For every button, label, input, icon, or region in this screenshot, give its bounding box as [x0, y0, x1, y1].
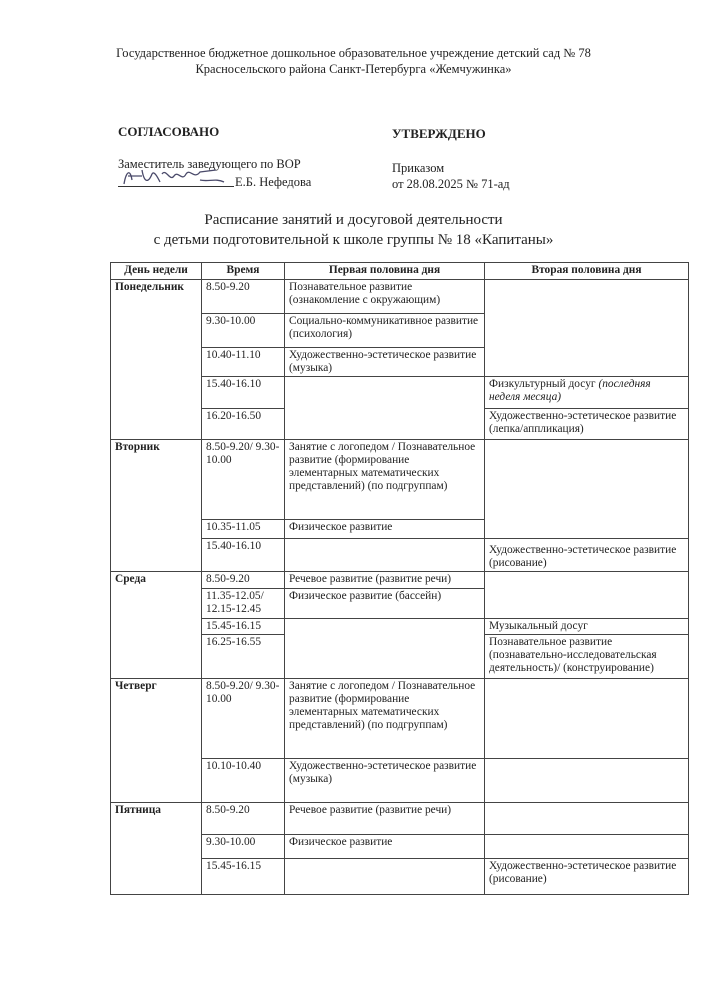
day-monday: Понедельник	[111, 280, 202, 440]
activity-cell: Речевое развитие (развитие речи)	[285, 572, 485, 589]
time-cell: 9.30-10.00	[202, 835, 285, 859]
header-second-half: Вторая половина дня	[485, 263, 689, 280]
empty-cell	[485, 280, 689, 377]
signature-line	[118, 186, 234, 187]
table-row	[111, 280, 689, 314]
time-cell: 15.45-16.15	[202, 859, 285, 895]
table-row	[111, 803, 689, 835]
empty-cell	[285, 619, 485, 679]
time-cell: 10.35-11.05	[202, 520, 285, 539]
day-friday: Пятница	[111, 803, 202, 895]
activity-cell	[485, 377, 689, 409]
day-thursday: Четверг	[111, 679, 202, 803]
activity-cell: Художественно-эстетическое развитие (рисование)	[485, 859, 689, 895]
header-time: Время	[202, 263, 285, 280]
time-cell: 10.40-11.10	[202, 348, 285, 377]
title-line-2: с детьми подготовительной к школе группы № 18 «Капитаны»	[153, 232, 554, 248]
activity-cell: Речевое развитие (развитие речи)	[285, 803, 485, 835]
empty-cell	[485, 835, 689, 859]
time-cell: 16.25-16.55	[202, 635, 285, 679]
activity-cell: Музыкальный досуг	[485, 619, 689, 635]
activity-cell: Занятие с логопедом / Познавательное развитие (формирование элементарных математических представлений) (по подгруппам)	[285, 440, 485, 520]
organization-line-1: Государственное бюджетное дошкольное образовательное учреждение детский сад № 78	[116, 46, 591, 60]
order-number: от 28.08.2025 № 71-ад	[392, 177, 510, 191]
organization-line-2: Красносельского района Санкт-Петербурга «Жемчужинка»	[195, 62, 512, 76]
day-tuesday: Вторник	[111, 440, 202, 572]
time-cell: 15.40-16.10	[202, 539, 285, 572]
table-row	[111, 440, 689, 520]
time-cell: 16.20-16.50	[202, 409, 285, 440]
order-label: Приказом	[392, 161, 445, 175]
activity-cell: Социально-коммуникативное развитие (психология)	[285, 314, 485, 348]
day-wednesday: Среда	[111, 572, 202, 679]
empty-cell	[485, 803, 689, 835]
time-cell: 8.50-9.20	[202, 803, 285, 835]
time-cell: 15.40-16.10	[202, 377, 285, 409]
activity-cell: Познавательное развитие (ознакомление с окружающим)	[285, 280, 485, 314]
activity-cell: Художественно-эстетическое развитие (музыка)	[285, 348, 485, 377]
time-cell: 10.10-10.40	[202, 759, 285, 803]
activity-cell: Физическое развитие	[285, 520, 485, 539]
title-line-1: Расписание занятий и досуговой деятельности	[204, 212, 503, 228]
empty-cell	[485, 679, 689, 759]
header-day: День недели	[111, 263, 202, 280]
time-cell: 8.50-9.20/ 9.30-10.00	[202, 679, 285, 759]
time-cell: 9.30-10.00	[202, 314, 285, 348]
empty-cell	[485, 440, 689, 539]
activity-note: (последняя неделя месяца)	[489, 378, 651, 403]
agreed-heading: СОГЛАСОВАНО	[118, 124, 220, 139]
activity-cell: Познавательное развитие (познавательно-исследовательская деятельность)/ (конструирование)	[485, 635, 689, 679]
activity-cell: Художественно-эстетическое развитие (рисование)	[485, 539, 689, 572]
time-cell: 11.35-12.05/ 12.15-12.45	[202, 589, 285, 619]
time-cell: 8.50-9.20	[202, 572, 285, 589]
approved-heading: УТВЕРЖДЕНО	[392, 126, 486, 141]
schedule-table	[110, 262, 689, 895]
time-cell: 8.50-9.20/ 9.30-10.00	[202, 440, 285, 520]
header-first-half: Первая половина дня	[285, 263, 485, 280]
table-row	[111, 679, 689, 759]
empty-cell	[485, 759, 689, 803]
empty-cell	[285, 539, 485, 572]
table-header-row	[111, 263, 689, 280]
time-cell: 8.50-9.20	[202, 280, 285, 314]
empty-cell	[485, 572, 689, 619]
deputy-position: Заместитель заведующего по ВОР	[118, 157, 301, 171]
deputy-name: Е.Б. Нефедова	[235, 175, 312, 189]
signature-image	[120, 162, 230, 192]
activity-cell: Физическое развитие (бассейн)	[285, 589, 485, 619]
empty-cell	[285, 859, 485, 895]
activity-text: Физкультурный досуг	[489, 378, 596, 390]
time-cell: 15.45-16.15	[202, 619, 285, 635]
activity-cell: Художественно-эстетическое развитие (лепка/аппликация)	[485, 409, 689, 440]
activity-cell: Физическое развитие	[285, 835, 485, 859]
activity-cell: Художественно-эстетическое развитие (музыка)	[285, 759, 485, 803]
activity-cell: Занятие с логопедом / Познавательное развитие (формирование элементарных математических представлений) (по подгруппам)	[285, 679, 485, 759]
empty-cell	[285, 377, 485, 440]
table-row	[111, 572, 689, 589]
